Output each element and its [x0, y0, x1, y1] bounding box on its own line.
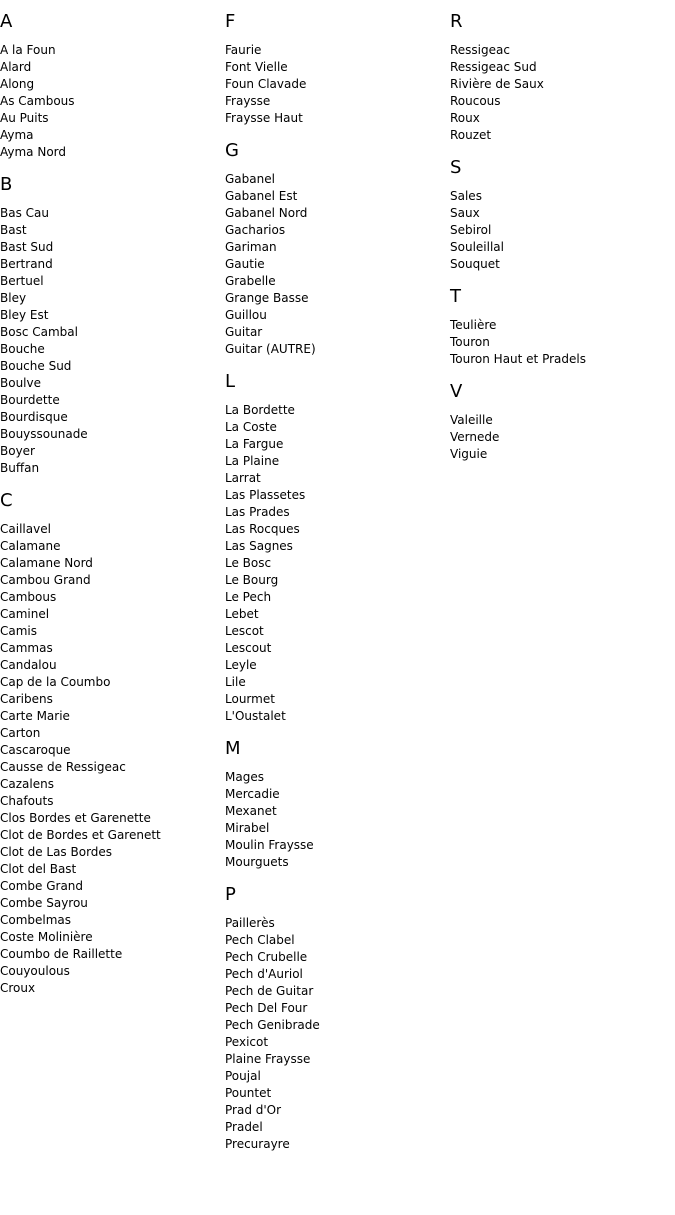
place-link[interactable]: Souleillal: [450, 240, 504, 254]
list-item: [450, 93, 675, 110]
list-item: [225, 854, 450, 871]
place-link[interactable]: Souquet: [450, 257, 500, 271]
place-link[interactable]: Bertuel: [0, 274, 44, 288]
letter-heading: R: [450, 11, 463, 32]
place-link[interactable]: Ayma: [0, 128, 34, 142]
list-item: [225, 572, 450, 589]
place-link[interactable]: Grabelle: [225, 274, 276, 288]
list-item: [0, 861, 225, 878]
place-link[interactable]: Chafouts: [0, 794, 54, 808]
list-item: [225, 803, 450, 820]
place-link[interactable]: La Plaine: [225, 454, 280, 468]
letter-heading: C: [0, 490, 13, 511]
list-item: [225, 188, 450, 205]
list-item: [0, 460, 225, 477]
place-link[interactable]: Gabanel Nord: [225, 206, 308, 220]
list-item: [450, 446, 675, 463]
list-item: [225, 1102, 450, 1119]
list-item: [225, 966, 450, 983]
list-item: [225, 76, 450, 93]
list-item: [225, 538, 450, 555]
place-list: [225, 769, 450, 871]
list-item: [450, 222, 675, 239]
list-item: [0, 324, 225, 341]
place-link[interactable]: Guitar: [225, 325, 263, 339]
place-link[interactable]: Las Prades: [225, 505, 290, 519]
place-link[interactable]: Clot de Bordes et Garenett: [0, 828, 161, 842]
place-list: [0, 205, 225, 477]
place-link[interactable]: Ayma Nord: [0, 145, 67, 159]
place-link[interactable]: Caillavel: [0, 522, 51, 536]
list-item: [225, 521, 450, 538]
list-item: [0, 674, 225, 691]
place-link[interactable]: Bosc Cambal: [0, 325, 78, 339]
place-link[interactable]: Pech Genibrade: [225, 1018, 320, 1032]
place-link[interactable]: Pech Crubelle: [225, 950, 308, 964]
place-link[interactable]: Clot de Las Bordes: [0, 845, 113, 859]
place-link[interactable]: Pexicot: [225, 1035, 269, 1049]
list-item: [0, 443, 225, 460]
list-item: [450, 42, 675, 59]
place-link[interactable]: Mercadie: [225, 787, 280, 801]
list-item: [225, 1068, 450, 1085]
list-item: [225, 307, 450, 324]
letter-group: [225, 737, 450, 871]
place-list: [225, 171, 450, 358]
letter-heading: V: [450, 381, 463, 402]
place-link[interactable]: Candalou: [0, 658, 57, 672]
list-item: [225, 691, 450, 708]
list-item: [450, 256, 675, 273]
list-item: [225, 949, 450, 966]
list-item: [0, 222, 225, 239]
letter-group: [225, 370, 450, 725]
list-item: [0, 307, 225, 324]
place-link[interactable]: Boulve: [0, 376, 41, 390]
list-item: [225, 436, 450, 453]
list-item: [450, 351, 675, 368]
place-link[interactable]: Carte Marie: [0, 709, 70, 723]
letter-group: [225, 883, 450, 1153]
place-link[interactable]: Lebet: [225, 607, 259, 621]
place-link[interactable]: Bertrand: [0, 257, 53, 271]
list-item: [0, 742, 225, 759]
place-link[interactable]: Pech Clabel: [225, 933, 295, 947]
place-link[interactable]: Calamane Nord: [0, 556, 93, 570]
place-link[interactable]: Lescout: [225, 641, 272, 655]
letter-heading: B: [0, 174, 13, 195]
place-link[interactable]: Vernede: [450, 430, 500, 444]
place-link[interactable]: Gacharios: [225, 223, 286, 237]
place-link[interactable]: Pech d'Auriol: [225, 967, 303, 981]
place-link[interactable]: Pech Del Four: [225, 1001, 308, 1015]
place-link[interactable]: Bouche Sud: [0, 359, 72, 373]
list-item: [0, 59, 225, 76]
place-link[interactable]: Croux: [0, 981, 36, 995]
list-item: [450, 412, 675, 429]
list-item: [0, 640, 225, 657]
place-link[interactable]: Causse de Ressigeac: [0, 760, 126, 774]
place-list: [0, 42, 225, 161]
place-link[interactable]: Bouyssounade: [0, 427, 88, 441]
letter-group: [225, 10, 450, 127]
list-item: [225, 555, 450, 572]
place-link[interactable]: Combelmas: [0, 913, 72, 927]
list-item: [225, 1085, 450, 1102]
place-link[interactable]: Sales: [450, 189, 482, 203]
list-item: [0, 878, 225, 895]
list-item: [0, 555, 225, 572]
place-link[interactable]: Plaine Fraysse: [225, 1052, 311, 1066]
list-item: [225, 110, 450, 127]
list-item: [225, 640, 450, 657]
list-item: [225, 402, 450, 419]
list-item: [0, 42, 225, 59]
list-item: [0, 341, 225, 358]
place-link[interactable]: Pradel: [225, 1120, 263, 1134]
list-item: [225, 239, 450, 256]
place-link[interactable]: Coumbo de Raillette: [0, 947, 123, 961]
place-link[interactable]: La Bordette: [225, 403, 295, 417]
list-item: [0, 725, 225, 742]
place-link[interactable]: Gautie: [225, 257, 265, 271]
place-list: [225, 42, 450, 127]
place-link[interactable]: Camis: [0, 624, 38, 638]
list-item: [450, 59, 675, 76]
letter-heading: P: [225, 884, 236, 905]
place-link[interactable]: Le Pech: [225, 590, 272, 604]
place-link[interactable]: Gabanel: [225, 172, 275, 186]
place-link[interactable]: Along: [0, 77, 35, 91]
place-link[interactable]: Bley: [0, 291, 27, 305]
place-list: [450, 188, 675, 273]
place-list: [225, 402, 450, 725]
list-item: [0, 205, 225, 222]
list-item: [225, 1017, 450, 1034]
list-item: [0, 538, 225, 555]
place-link[interactable]: Cambou Grand: [0, 573, 91, 587]
list-item: [0, 375, 225, 392]
place-link[interactable]: Poujal: [225, 1069, 261, 1083]
letter-heading: G: [225, 140, 239, 161]
list-item: [225, 606, 450, 623]
place-link[interactable]: Roux: [450, 111, 480, 125]
list-item: [450, 110, 675, 127]
place-link[interactable]: Cap de la Coumbo: [0, 675, 111, 689]
place-link[interactable]: Combe Grand: [0, 879, 84, 893]
list-item: [0, 912, 225, 929]
letter-group: [0, 489, 225, 997]
place-link[interactable]: Valeille: [450, 413, 493, 427]
list-item: [450, 205, 675, 222]
list-item: [0, 776, 225, 793]
list-item: [0, 572, 225, 589]
list-item: [0, 110, 225, 127]
list-item: [225, 290, 450, 307]
list-item: [0, 93, 225, 110]
list-item: [0, 290, 225, 307]
list-item: [225, 915, 450, 932]
place-link[interactable]: Bourdisque: [0, 410, 68, 424]
place-link[interactable]: Faurie: [225, 43, 262, 57]
list-item: [225, 470, 450, 487]
place-list: [450, 412, 675, 463]
list-item: [0, 606, 225, 623]
place-link[interactable]: Combe Sayrou: [0, 896, 88, 910]
letter-group: [450, 380, 675, 463]
list-item: [0, 946, 225, 963]
place-list: [450, 42, 675, 144]
place-list: [450, 317, 675, 368]
list-item: [450, 317, 675, 334]
letter-group: [450, 285, 675, 368]
list-item: [225, 820, 450, 837]
list-item: [0, 256, 225, 273]
list-item: [0, 358, 225, 375]
place-link[interactable]: Carton: [0, 726, 41, 740]
letter-group: [450, 10, 675, 144]
place-link[interactable]: Bley Est: [0, 308, 49, 322]
place-link[interactable]: Touron Haut et Pradels: [450, 352, 586, 366]
letter-heading: S: [450, 157, 462, 178]
letter-group: [0, 173, 225, 477]
place-link[interactable]: As Cambous: [0, 94, 75, 108]
place-link[interactable]: Cambous: [0, 590, 57, 604]
list-item: [0, 929, 225, 946]
list-item: [450, 76, 675, 93]
place-link[interactable]: Au Puits: [0, 111, 49, 125]
list-item: [0, 239, 225, 256]
list-item: [225, 674, 450, 691]
place-link[interactable]: Saux: [450, 206, 480, 220]
place-link[interactable]: Ressigeac Sud: [450, 60, 537, 74]
list-item: [225, 1034, 450, 1051]
letter-group: [0, 10, 225, 161]
place-link[interactable]: Las Plassetes: [225, 488, 306, 502]
list-item: [225, 769, 450, 786]
list-item: [0, 963, 225, 980]
list-item: [0, 708, 225, 725]
place-link[interactable]: Moulin Fraysse: [225, 838, 314, 852]
place-link[interactable]: Rouzet: [450, 128, 492, 142]
letter-heading: T: [450, 286, 461, 307]
list-item: [225, 341, 450, 358]
place-link[interactable]: Foun Clavade: [225, 77, 307, 91]
list-item: [0, 810, 225, 827]
place-link[interactable]: Bas Cau: [0, 206, 49, 220]
list-item: [0, 759, 225, 776]
place-link[interactable]: Teulière: [450, 318, 497, 332]
place-link[interactable]: Gariman: [225, 240, 277, 254]
list-item: [0, 273, 225, 290]
place-link[interactable]: Touron: [450, 335, 490, 349]
place-link[interactable]: Pountet: [225, 1086, 272, 1100]
place-link[interactable]: Mexanet: [225, 804, 277, 818]
column-2: [225, 10, 450, 1165]
list-item: [0, 589, 225, 606]
list-item: [0, 409, 225, 426]
place-link[interactable]: Clot del Bast: [0, 862, 77, 876]
place-link[interactable]: Bast Sud: [0, 240, 54, 254]
place-link[interactable]: Fraysse Haut: [225, 111, 303, 125]
place-link[interactable]: Buffan: [0, 461, 40, 475]
letter-heading: L: [225, 371, 236, 392]
list-item: [0, 980, 225, 997]
place-link[interactable]: Roucous: [450, 94, 501, 108]
place-link[interactable]: Pech de Guitar: [225, 984, 314, 998]
list-item: [225, 589, 450, 606]
list-item: [0, 521, 225, 538]
list-item: [450, 239, 675, 256]
list-item: [225, 487, 450, 504]
list-item: [225, 222, 450, 239]
letter-group: [225, 139, 450, 358]
place-link[interactable]: Gabanel Est: [225, 189, 298, 203]
place-link[interactable]: Mages: [225, 770, 264, 784]
list-item: [225, 59, 450, 76]
place-link[interactable]: Guitar (AUTRE): [225, 342, 316, 356]
list-item: [225, 504, 450, 521]
list-item: [225, 256, 450, 273]
place-link[interactable]: Grange Basse: [225, 291, 309, 305]
list-item: [225, 657, 450, 674]
place-link[interactable]: Calamane: [0, 539, 61, 553]
list-item: [225, 983, 450, 1000]
list-item: [0, 127, 225, 144]
list-item: [225, 205, 450, 222]
list-item: [0, 827, 225, 844]
list-item: [450, 188, 675, 205]
place-link[interactable]: A la Foun: [0, 43, 56, 57]
list-item: [0, 623, 225, 640]
place-link[interactable]: Lile: [225, 675, 246, 689]
place-link[interactable]: Guillou: [225, 308, 267, 322]
place-link[interactable]: L'Oustalet: [225, 709, 286, 723]
list-item: [0, 76, 225, 93]
list-item: [225, 171, 450, 188]
place-link[interactable]: Cascaroque: [0, 743, 71, 757]
list-item: [225, 453, 450, 470]
list-item: [450, 429, 675, 446]
letter-heading: F: [225, 11, 236, 32]
list-item: [225, 708, 450, 725]
place-link[interactable]: Leyle: [225, 658, 257, 672]
place-link[interactable]: Mourguets: [225, 855, 289, 869]
list-item: [0, 392, 225, 409]
place-link[interactable]: Le Bourg: [225, 573, 279, 587]
column-3: [450, 10, 675, 475]
place-link[interactable]: Fraysse: [225, 94, 271, 108]
place-link[interactable]: La Coste: [225, 420, 277, 434]
place-link[interactable]: Larrat: [225, 471, 261, 485]
list-item: [0, 657, 225, 674]
list-item: [225, 786, 450, 803]
place-link[interactable]: Font Vielle: [225, 60, 288, 74]
list-item: [0, 895, 225, 912]
place-link[interactable]: Mirabel: [225, 821, 270, 835]
list-item: [225, 1000, 450, 1017]
place-link[interactable]: Bast: [0, 223, 27, 237]
place-link[interactable]: Alard: [0, 60, 32, 74]
list-item: [0, 793, 225, 810]
place-list: [0, 521, 225, 997]
place-link[interactable]: Paillerès: [225, 916, 275, 930]
list-item: [0, 144, 225, 161]
place-list: [225, 915, 450, 1153]
place-link[interactable]: Cammas: [0, 641, 53, 655]
place-link[interactable]: Viguie: [450, 447, 488, 461]
place-link[interactable]: Ressigeac: [450, 43, 510, 57]
place-link[interactable]: Lescot: [225, 624, 264, 638]
list-item: [225, 324, 450, 341]
list-item: [225, 623, 450, 640]
place-link[interactable]: Bouche: [0, 342, 45, 356]
list-item: [0, 844, 225, 861]
list-item: [0, 691, 225, 708]
place-link[interactable]: Couyoulous: [0, 964, 70, 978]
place-link[interactable]: Cazalens: [0, 777, 54, 791]
list-item: [0, 426, 225, 443]
list-item: [225, 1051, 450, 1068]
place-link[interactable]: Clos Bordes et Garenette: [0, 811, 151, 825]
place-link[interactable]: Las Sagnes: [225, 539, 293, 553]
place-link[interactable]: La Fargue: [225, 437, 284, 451]
place-link[interactable]: Sebirol: [450, 223, 492, 237]
place-link[interactable]: Coste Molinière: [0, 930, 93, 944]
place-link[interactable]: Lourmet: [225, 692, 275, 706]
list-item: [225, 1119, 450, 1136]
place-link[interactable]: Caminel: [0, 607, 50, 621]
letter-group: [450, 156, 675, 273]
list-item: [225, 42, 450, 59]
list-item: [225, 273, 450, 290]
list-item: [225, 932, 450, 949]
place-link[interactable]: Las Rocques: [225, 522, 300, 536]
place-link[interactable]: Le Bosc: [225, 556, 272, 570]
place-link[interactable]: Precurayre: [225, 1137, 290, 1151]
list-item: [225, 1136, 450, 1153]
place-link[interactable]: Caribens: [0, 692, 53, 706]
list-item: [450, 334, 675, 351]
list-item: [450, 127, 675, 144]
place-link[interactable]: Rivière de Saux: [450, 77, 544, 91]
list-item: [225, 419, 450, 436]
letter-heading: M: [225, 738, 241, 759]
list-item: [225, 93, 450, 110]
letter-heading: A: [0, 11, 13, 32]
place-link[interactable]: Prad d'Or: [225, 1103, 282, 1117]
list-item: [225, 837, 450, 854]
place-link[interactable]: Bourdette: [0, 393, 60, 407]
column-1: [0, 10, 225, 1009]
place-link[interactable]: Boyer: [0, 444, 35, 458]
